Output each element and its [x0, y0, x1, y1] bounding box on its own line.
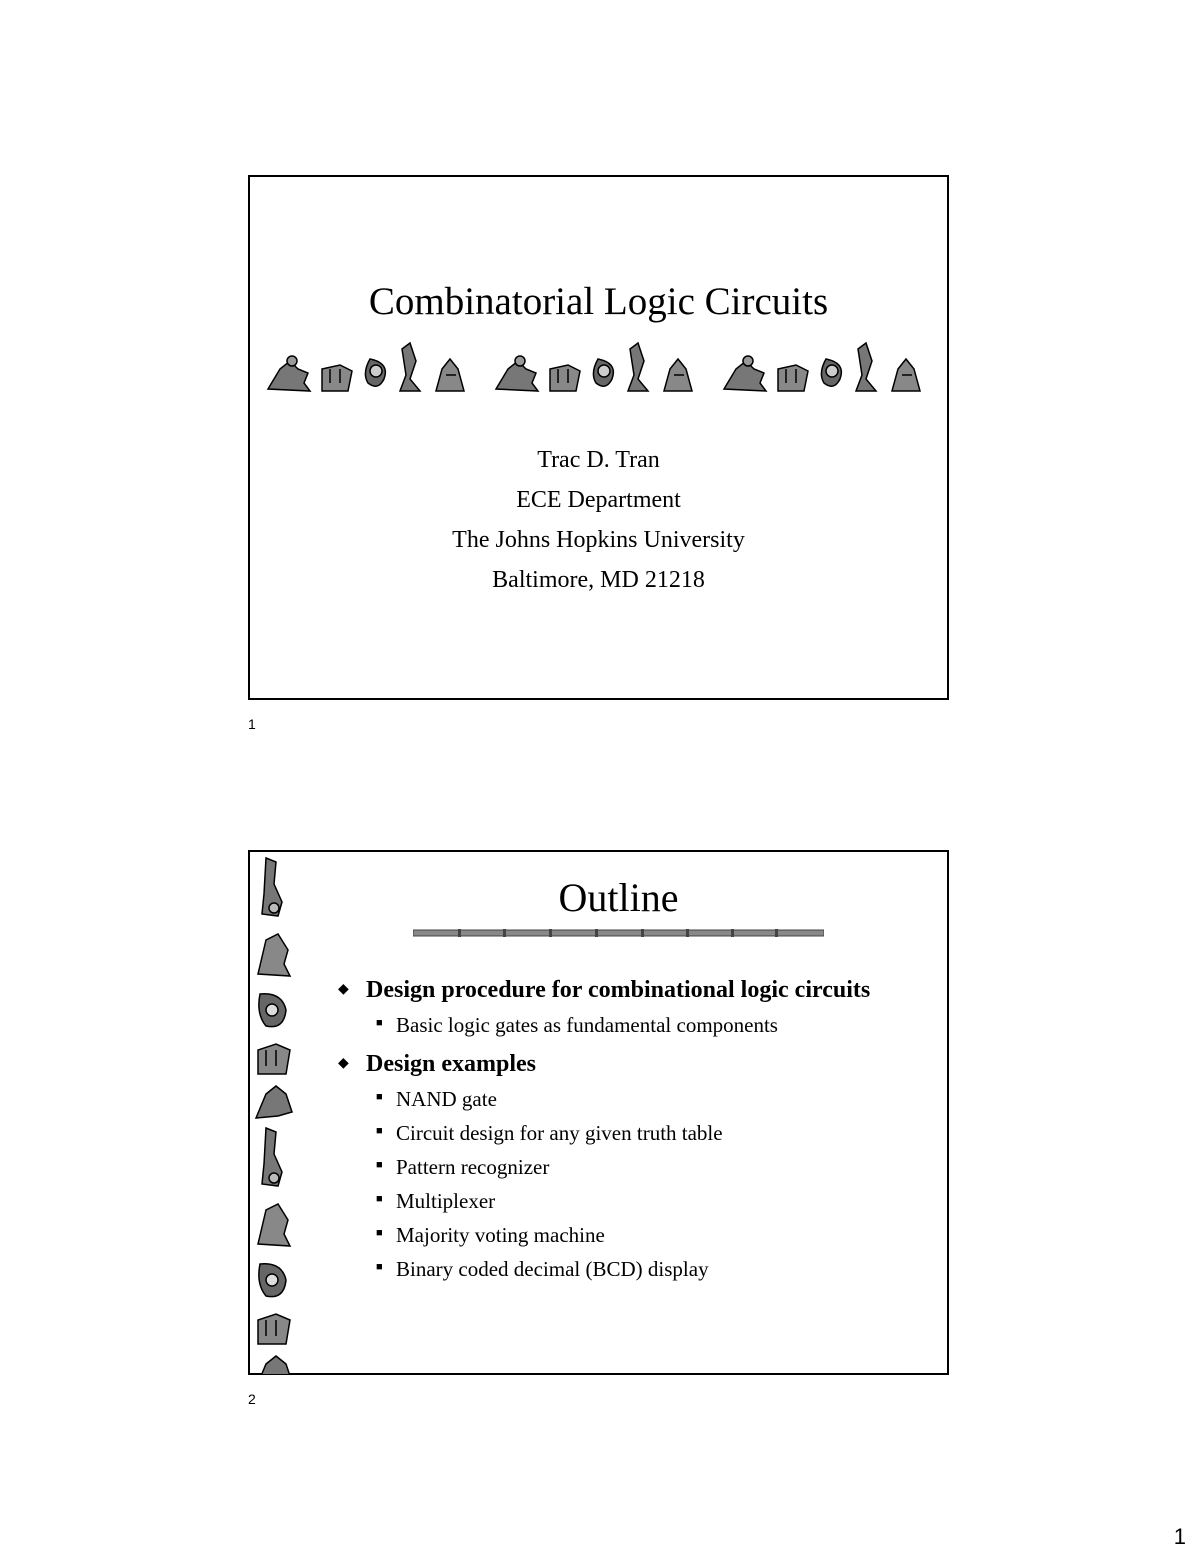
square-bullet-icon: ■	[376, 1017, 383, 1029]
square-bullet-icon: ■	[376, 1193, 383, 1205]
author-address: Baltimore, MD 21218	[492, 567, 705, 593]
title-underline	[413, 928, 824, 938]
diamond-bullet-icon: ◆	[338, 982, 349, 997]
sub-bullet-text: Circuit design for any given truth table	[396, 1121, 723, 1145]
sub-bullet-text: Pattern recognizer	[396, 1155, 550, 1179]
page-number: 1	[1173, 1524, 1186, 1549]
author-info	[250, 440, 947, 600]
decorative-figure-column	[252, 854, 296, 1374]
sub-list-item	[338, 1008, 938, 1042]
sub-bullet-text: Binary coded decimal (BCD) display	[396, 1257, 709, 1281]
sub-bullet-text: Majority voting machine	[396, 1223, 605, 1247]
sub-bullet-text: NAND gate	[396, 1087, 497, 1111]
square-bullet-icon: ■	[376, 1227, 383, 1239]
slide-title: Outline	[558, 875, 679, 920]
sub-bullet-text: Multiplexer	[396, 1189, 496, 1213]
slide-title: Combinatorial Logic Circuits	[368, 280, 829, 323]
decorative-figure-band	[260, 339, 940, 397]
outline-list	[338, 972, 938, 1286]
slide-number: 1	[248, 716, 256, 732]
sub-list-item	[338, 1116, 938, 1150]
bullet-text: Design examples	[366, 1051, 536, 1077]
sub-bullet-text: Basic logic gates as fundamental components	[396, 1013, 778, 1037]
sub-list-item	[338, 1252, 938, 1286]
square-bullet-icon: ■	[376, 1261, 383, 1273]
sub-list-item	[338, 1150, 938, 1184]
bullet-text: Design procedure for combinational logic circuits	[366, 977, 871, 1003]
sub-list-item	[338, 1184, 938, 1218]
slide-2	[248, 850, 949, 1375]
diamond-bullet-icon: ◆	[338, 1056, 349, 1071]
list-item	[338, 1046, 938, 1082]
square-bullet-icon: ■	[376, 1125, 383, 1137]
sub-list-item	[338, 1082, 938, 1116]
list-item	[338, 972, 938, 1008]
square-bullet-icon: ■	[376, 1091, 383, 1103]
slide-1	[248, 175, 949, 700]
author-name: Trac D. Tran	[537, 447, 660, 473]
sub-list-item	[338, 1218, 938, 1252]
author-department: ECE Department	[516, 487, 681, 513]
slide-number: 2	[248, 1391, 256, 1407]
square-bullet-icon: ■	[376, 1159, 383, 1171]
author-university: The Johns Hopkins University	[452, 527, 745, 553]
